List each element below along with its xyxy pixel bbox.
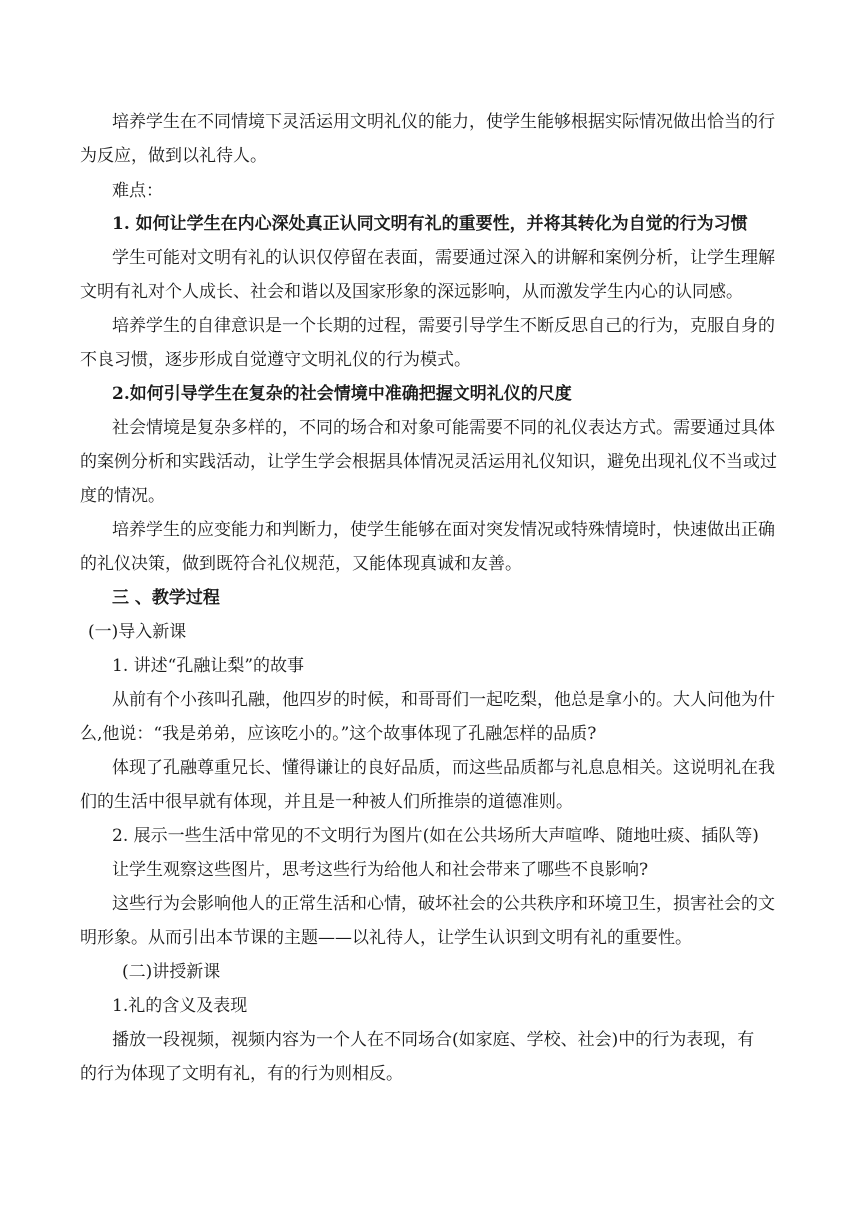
section-heading: 三 、教学过程 xyxy=(112,588,220,608)
paragraph-line: 的礼仪决策，做到既符合礼仪规范，又能体现真诚和友善。 xyxy=(80,554,522,574)
paragraph-line: 们的生活中很早就有体现，并且是一种被人们所推崇的道德准则。 xyxy=(80,792,573,812)
paragraph-line: 让学生观察这些图片，思考这些行为给他人和社会带来了哪些不良影响? xyxy=(112,860,649,880)
paragraph-line: 么,他说：“我是弟弟，应该吃小的。”这个故事体现了孔融怎样的品质? xyxy=(80,724,597,744)
paragraph-line: 培养学生的自律意识是一个长期的过程，需要引导学生不断反思自己的行为，克服自身的 xyxy=(112,316,775,336)
paragraph-line: 从前有个小孩叫孔融，他四岁的时候，和哥哥们一起吃梨，他总是拿小的。大人问他为什 xyxy=(112,690,775,710)
paragraph-line: 度的情况。 xyxy=(80,486,165,506)
paragraph-line: 的行为体现了文明有礼，有的行为则相反。 xyxy=(80,1064,403,1084)
difficulty-heading-1: 1. 如何让学生在内心深处真正认同文明有礼的重要性，并将其转化为自觉的行为习惯 xyxy=(112,214,748,234)
list-item: 2. 展示一些生活中常见的不文明行为图片(如在公共场所大声喧哗、随地吐痰、插队等) xyxy=(112,826,759,846)
paragraph-line: 培养学生的应变能力和判断力，使学生能够在面对突发情况或特殊情境时，快速做出正确 xyxy=(112,520,775,540)
subsection-heading: (一)导入新课 xyxy=(88,622,187,642)
paragraph-line: 这些行为会影响他人的正常生活和心情，破坏社会的公共秩序和环境卫生，损害社会的文 xyxy=(112,894,775,914)
difficulty-heading-2: 2.如何引导学生在复杂的社会情境中准确把握文明礼仪的尺度 xyxy=(112,384,572,404)
paragraph-line: 文明有礼对个人成长、社会和谐以及国家形象的深远影响，从而激发学生内心的认同感。 xyxy=(80,282,743,302)
paragraph-line: 培养学生在不同情境下灵活运用文明礼仪的能力，使学生能够根据实际情况做出恰当的行 xyxy=(112,112,775,132)
paragraph-line: 为反应，做到以礼待人。 xyxy=(80,146,267,166)
subsection-heading: (二)讲授新课 xyxy=(122,962,221,982)
paragraph-line: 体现了孔融尊重兄长、懂得谦让的良好品质，而这些品质都与礼息息相关。这说明礼在我 xyxy=(112,758,775,778)
list-item: 1.礼的含义及表现 xyxy=(112,996,248,1016)
list-item: 1. 讲述“孔融让梨”的故事 xyxy=(112,656,305,676)
paragraph-line: 的案例分析和实践活动，让学生学会根据具体情况灵活运用礼仪知识，避免出现礼仪不当或过 xyxy=(80,452,777,472)
paragraph-line: 社会情境是复杂多样的，不同的场合和对象可能需要不同的礼仪表达方式。需要通过具体 xyxy=(112,418,775,438)
difficulty-label: 难点： xyxy=(112,181,163,201)
paragraph-line: 播放一段视频，视频内容为一个人在不同场合(如家庭、学校、社会)中的行为表现，有 xyxy=(112,1030,755,1050)
paragraph-line: 明形象。从而引出本节课的主题——以礼待人，让学生认识到文明有礼的重要性。 xyxy=(80,928,692,948)
paragraph-line: 不良习惯，逐步形成自觉遵守文明礼仪的行为模式。 xyxy=(80,350,471,370)
paragraph-line: 学生可能对文明有礼的认识仅停留在表面，需要通过深入的讲解和案例分析，让学生理解 xyxy=(112,248,775,268)
